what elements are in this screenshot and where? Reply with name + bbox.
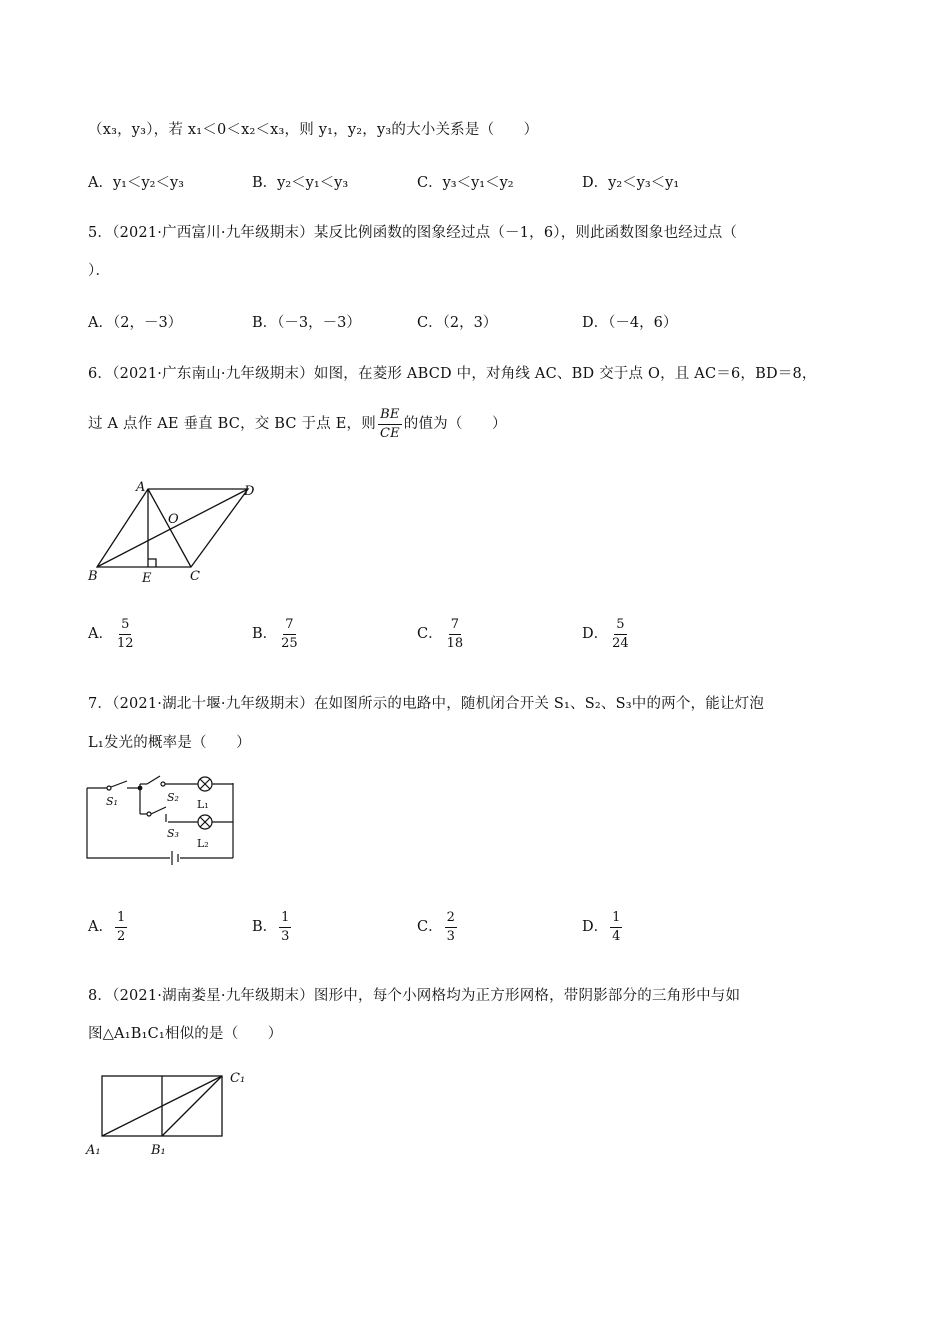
q7-option-a — [88, 911, 129, 943]
s3-contact — [147, 812, 151, 816]
q6-be-ce-fraction — [378, 408, 402, 440]
fraction-denominator: CE — [379, 425, 400, 441]
q5-stem-line-2: ）． — [88, 263, 111, 279]
q5-stem-line-1: 5．（2021·广西富川·九年级期末）某反比例函数的图象经过点（－1，6），则此函数图象也经过点（ — [88, 225, 738, 241]
q6-option-c — [417, 618, 467, 650]
q4-option-d: D．y₂＜y₃＜y₁ — [582, 175, 680, 191]
q7-option-c-fraction — [445, 911, 457, 943]
q6-rhombus-figure — [80, 475, 270, 590]
label-s1: S₁ — [106, 795, 118, 808]
label-b: B — [88, 569, 98, 584]
q6-stem-post: 的值为（ ） — [403, 416, 507, 433]
q4-option-b: B．y₂＜y₁＜y₃ — [252, 175, 349, 191]
label-c1: C₁ — [230, 1071, 246, 1086]
fraction-denominator: 3 — [281, 928, 290, 944]
q7-stem-line-1: 7．（2021·湖北十堰·九年级期末）在如图所示的电路中，随机闭合开关 S₁、S₂、S₃中的两个，能让灯泡 — [88, 696, 765, 712]
q4-option-c: C．y₃＜y₁＜y₂ — [417, 175, 514, 191]
s2-contact — [161, 782, 165, 786]
fraction-numerator: 2 — [445, 911, 457, 928]
q5-option-c: C．（2，3） — [417, 315, 498, 331]
fraction-denominator: 3 — [446, 928, 455, 944]
label-d: D — [244, 484, 255, 499]
fraction-denominator: 2 — [116, 928, 126, 944]
option-letter: D． — [582, 919, 609, 936]
fraction-denominator: 24 — [612, 635, 629, 651]
option-letter: B． — [252, 626, 278, 643]
q7-option-a-fraction — [115, 911, 127, 943]
q6-option-c-fraction — [445, 618, 466, 650]
fraction-numerator: 5 — [119, 618, 131, 635]
diagonal-bd — [97, 489, 248, 567]
junction-dot — [138, 786, 142, 790]
label-e: E — [142, 571, 152, 586]
fraction-numerator: 7 — [283, 618, 295, 635]
q6-option-d-fraction — [610, 618, 631, 650]
fraction-denominator: 25 — [281, 635, 298, 651]
label-s2: S₂ — [167, 791, 179, 804]
label-s3: S₃ — [167, 827, 179, 840]
fraction-denominator: 4 — [612, 928, 621, 944]
q8-stem-line-1: 8．（2021·湖南娄星·九年级期末）图形中，每个小网格均为正方形网格，带阴影部分的三角形中与如 — [88, 988, 741, 1004]
s1-blade — [111, 781, 127, 787]
option-letter: C． — [417, 919, 443, 936]
option-letter: D． — [582, 626, 609, 643]
fraction-numerator: 5 — [614, 618, 626, 635]
q6-option-d — [582, 618, 633, 650]
label-c: C — [190, 569, 200, 584]
q6-stem-line-2 — [88, 408, 507, 440]
diagonal-ac — [148, 489, 191, 567]
fraction-numerator: 1 — [610, 911, 622, 928]
q8-stem-line-2: 图△A₁B₁C₁相似的是（ ） — [88, 1026, 283, 1042]
fraction-denominator: 12 — [116, 635, 134, 651]
q7-option-d-fraction — [610, 911, 622, 943]
fraction-numerator: 7 — [449, 618, 461, 635]
fraction-denominator: 18 — [446, 635, 464, 651]
q7-circuit-diagram — [80, 770, 245, 865]
fraction-numerator: 1 — [279, 911, 291, 928]
right-angle-mark — [148, 559, 156, 567]
fraction-numerator: 1 — [115, 911, 127, 928]
option-letter: A． — [88, 626, 113, 643]
s2-blade — [147, 776, 160, 784]
option-letter: C． — [417, 626, 443, 643]
q5-option-a: A．（2，－3） — [88, 315, 183, 331]
wire-left — [87, 788, 170, 858]
q6-option-a-fraction — [115, 618, 136, 650]
q5-option-d: D．（－4，6） — [582, 315, 678, 331]
q8-triangle-figure — [84, 1064, 264, 1164]
s1-contact — [107, 786, 111, 790]
q4-stem-line: （x₃，y₃），若 x₁＜0＜x₂＜x₃，则 y₁，y₂，y₃的大小关系是（ ） — [88, 122, 539, 138]
label-b1: B₁ — [151, 1143, 166, 1158]
q6-option-a — [88, 618, 138, 650]
q7-option-b — [252, 911, 293, 943]
s3-blade — [151, 807, 166, 814]
q6-option-b — [252, 618, 302, 650]
q5-option-b: B．（－3，－3） — [252, 315, 361, 331]
q7-option-c — [417, 911, 459, 943]
label-a1: A₁ — [86, 1143, 101, 1158]
q6-option-b-fraction — [279, 618, 300, 650]
label-a: A — [136, 480, 146, 495]
option-letter: A． — [88, 919, 113, 936]
label-l1: L₁ — [197, 798, 209, 811]
q7-stem-line-2: L₁发光的概率是（ ） — [88, 735, 251, 751]
label-l2: L₂ — [197, 837, 209, 850]
q7-option-b-fraction — [279, 911, 291, 943]
label-o: O — [168, 512, 179, 527]
q6-stem-pre: 过 A 点作 AE 垂直 BC，交 BC 于点 E，则 — [88, 416, 376, 433]
q6-stem-line-1: 6．（2021·广东南山·九年级期末）如图，在菱形 ABCD 中，对角线 AC、BD 交于点 O，且 AC＝6，BD＝8， — [88, 366, 817, 382]
segment-b1c1 — [162, 1076, 222, 1136]
q7-option-d — [582, 911, 624, 943]
option-letter: B． — [252, 919, 278, 936]
q4-option-a: A．y₁＜y₂＜y₃ — [88, 175, 184, 191]
fraction-numerator: BE — [378, 408, 401, 425]
